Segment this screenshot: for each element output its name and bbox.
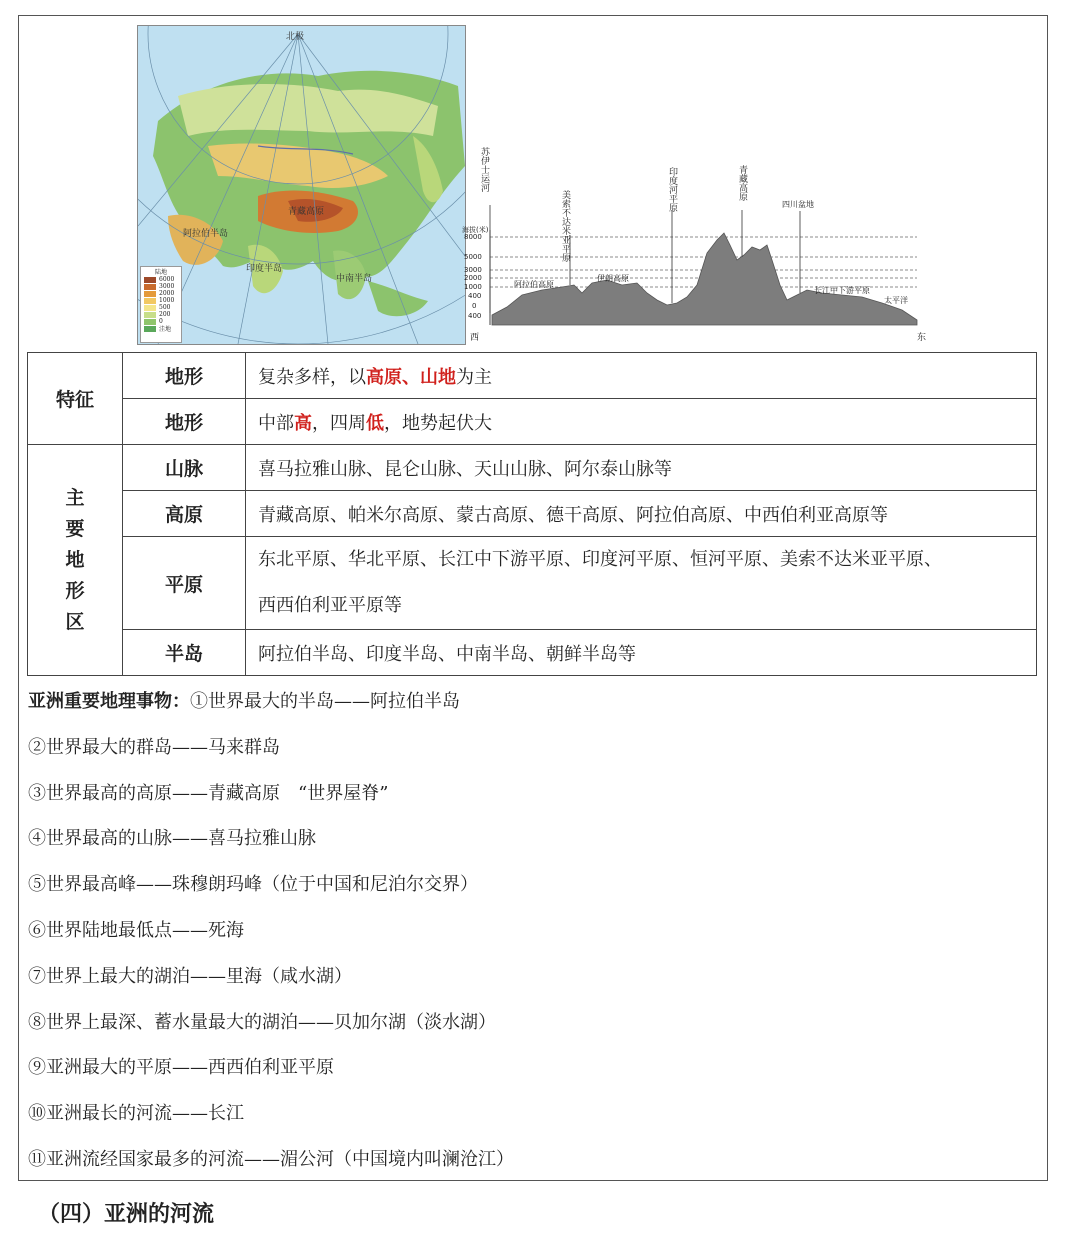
regions-char: 要	[65, 517, 85, 540]
landform-table	[27, 352, 1037, 676]
row-content-line: 西西伯利亚平原等	[258, 595, 402, 616]
fact-text: ①世界最大的半岛——阿拉伯半岛	[190, 691, 460, 712]
sichuan-label: 四川盆地	[782, 200, 814, 209]
map-graphic	[138, 26, 465, 344]
legend-entry	[141, 325, 181, 332]
y-tick-2000: 2000	[464, 274, 482, 282]
legend-value: 0	[159, 318, 163, 325]
row-content: 喜马拉雅山脉、昆仑山脉、天山山脉、阿尔泰山脉等	[246, 445, 1037, 491]
y-tick-400: 400	[468, 292, 482, 300]
yangtze-label: 长江中下游平原	[814, 286, 870, 295]
regions-cell	[28, 445, 123, 676]
row-content	[246, 537, 1037, 630]
y-axis-ticks	[462, 225, 489, 320]
highlight-mountain: 山地	[420, 366, 456, 388]
table-row	[28, 537, 1037, 630]
map-label-tibet: 青藏高原	[288, 207, 325, 217]
row2-pre: 中部	[258, 412, 294, 434]
table-row	[28, 353, 1037, 399]
legend-title: 陆地	[154, 269, 167, 276]
tibet-label: 青藏高原	[737, 165, 747, 201]
y-tick-1000: 1000	[464, 283, 482, 291]
regions-char: 形	[65, 579, 85, 602]
highlight-plateau: 高原	[366, 366, 402, 388]
table-row	[28, 491, 1037, 537]
suez-label: 苏伊士运河	[479, 147, 489, 192]
features-cell: 特征	[28, 353, 123, 445]
legend-swatch	[144, 305, 156, 311]
mesopotamia-label: 美索不达米亚平原	[560, 190, 570, 262]
list-item: ⑦世界上最大的湖泊——里海（咸水湖）	[28, 965, 352, 987]
legend-value: 6000	[159, 276, 175, 283]
legend-entry	[141, 290, 181, 297]
list-item: ⑪亚洲流经国家最多的河流——湄公河（中国境内叫澜沧江）	[28, 1148, 514, 1170]
row-label: 地形	[123, 353, 246, 399]
row2-mid: ，四周	[312, 412, 366, 434]
geography-facts	[28, 684, 1028, 1188]
row-label: 山脉	[123, 445, 246, 491]
list-item	[28, 684, 1028, 730]
regions-char: 主	[65, 486, 85, 509]
legend-swatch	[144, 312, 156, 318]
list-item: ⑥世界陆地最低点——死海	[28, 919, 244, 941]
row-content-line: 东北平原、华北平原、长江中下游平原、印度河平原、恒河平原、美索不达米亚平原、	[258, 549, 942, 570]
map-label-arabia: 阿拉伯半岛	[183, 229, 229, 239]
y-tick-5000: 5000	[464, 253, 482, 261]
north-label: 北极	[286, 32, 305, 42]
legend-swatch	[144, 326, 156, 332]
legend-swatch	[144, 277, 156, 283]
table-row	[28, 630, 1037, 676]
east-label: 东	[917, 333, 927, 343]
list-item: ⑤世界最高峰——珠穆朗玛峰（位于中国和尼泊尔交界）	[28, 874, 478, 896]
y-tick-400b: 400	[468, 312, 482, 320]
table-row	[28, 399, 1037, 445]
table-row	[28, 445, 1037, 491]
legend-entry	[141, 297, 181, 304]
legend-swatch	[144, 319, 156, 325]
facts-heading: 亚洲重要地理事物：	[28, 691, 190, 712]
legend-entry	[141, 304, 181, 311]
list-item: ⑨亚洲最大的平原——西西伯利亚平原	[28, 1057, 334, 1079]
row-content: 阿拉伯半岛、印度半岛、中南半岛、朝鲜半岛等	[246, 630, 1037, 676]
list-item: ②世界最大的群岛——马来群岛	[28, 736, 280, 758]
elevation-profile	[462, 135, 932, 345]
list-item: ⑩亚洲最长的河流——长江	[28, 1103, 244, 1125]
legend-value: 200	[159, 311, 171, 318]
legend-value: 2000	[159, 290, 175, 297]
row1-sep: 、	[402, 366, 420, 388]
y-tick-3000: 3000	[464, 266, 482, 274]
row2-post: ，地势起伏大	[384, 412, 492, 434]
row-label: 地形	[123, 399, 246, 445]
iran-label: 伊朗高原	[597, 274, 629, 283]
pacific-label: 太平洋	[884, 296, 908, 305]
highlight-low: 低	[366, 412, 384, 434]
regions-char: 区	[65, 610, 85, 633]
legend-entry	[141, 276, 181, 283]
row-label: 半岛	[123, 630, 246, 676]
regions-char: 地	[65, 548, 85, 571]
west-label: 西	[470, 333, 480, 343]
legend-value: 1000	[159, 297, 175, 304]
row1-pre: 复杂多样，以	[258, 366, 366, 388]
highlight-high: 高	[294, 412, 312, 434]
y-tick-0: 0	[472, 302, 477, 310]
map-label-india: 印度半岛	[246, 264, 283, 274]
row1-post: 为主	[456, 366, 492, 388]
section-title: （四）亚洲的河流	[38, 1201, 215, 1227]
row-content: 青藏高原、帕米尔高原、蒙古高原、德干高原、阿拉伯高原、中西伯利亚高原等	[246, 491, 1037, 537]
y-axis-title: 海拔(米)	[462, 226, 489, 234]
arabian-label: 阿拉伯高原	[514, 280, 554, 289]
row-label: 平原	[123, 537, 246, 630]
map-legend	[140, 266, 182, 343]
list-item: ④世界最高的山脉——喜马拉雅山脉	[28, 828, 316, 850]
legend-value: 500	[159, 304, 171, 311]
legend-swatch	[144, 298, 156, 304]
row-content	[246, 399, 1037, 445]
row-content	[246, 353, 1037, 399]
list-item: ③世界最高的高原——青藏高原 “世界屋脊”	[28, 782, 389, 804]
indus-label: 印度河平原	[667, 167, 677, 212]
legend-value: 洼地	[159, 326, 172, 333]
legend-swatch	[144, 284, 156, 290]
legend-entry	[141, 283, 181, 290]
row-label: 高原	[123, 491, 246, 537]
asia-physical-map	[137, 25, 466, 345]
legend-entry	[141, 311, 181, 318]
legend-value: 3000	[159, 283, 175, 290]
y-tick-8000: 8000	[464, 233, 482, 241]
legend-swatch	[144, 291, 156, 297]
list-item: ⑧世界上最深、蓄水量最大的湖泊——贝加尔湖（淡水湖）	[28, 1011, 496, 1033]
map-label-indochina: 中南半岛	[336, 274, 373, 284]
